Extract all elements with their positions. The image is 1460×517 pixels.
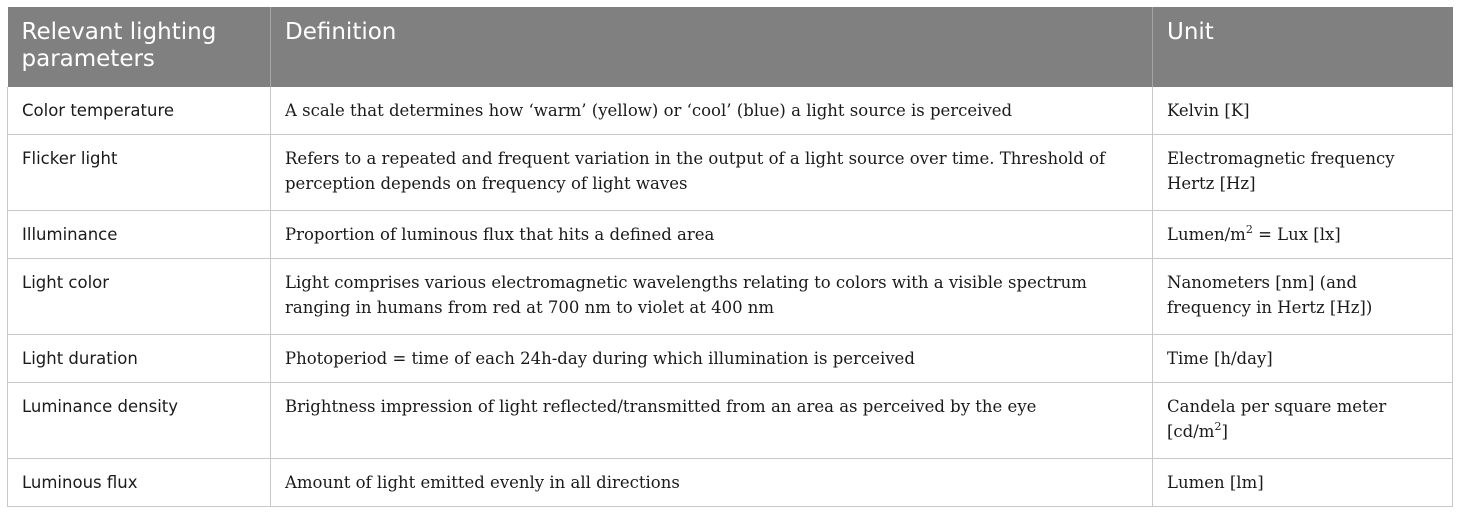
cell-definition: Brightness impression of light reflected/transmitted from an area as perceived by the eye: [271, 383, 1153, 459]
table-row: [8, 383, 1453, 459]
cell-definition: Light comprises various electromagnetic wavelengths relating to colors with a visible spectrum ranging in humans from red at 700 nm to violet at 400 nm: [271, 259, 1153, 335]
unit-text: Candela per square meter [cd/m: [1167, 397, 1387, 441]
unit-text: Lumen/m: [1167, 225, 1246, 244]
header-unit: Unit: [1153, 7, 1453, 87]
cell-unit: Time [h/day]: [1153, 335, 1453, 383]
unit-superscript: 2: [1214, 419, 1222, 433]
header-parameter: Relevant lighting parameters: [8, 7, 271, 87]
unit-superscript: 2: [1245, 222, 1253, 236]
cell-definition: Proportion of luminous flux that hits a defined area: [271, 211, 1153, 259]
cell-unit: Nanometers [nm] (and frequency in Hertz [Hz]): [1153, 259, 1453, 335]
unit-text: = Lux [lx]: [1252, 225, 1341, 244]
cell-definition: Refers to a repeated and frequent variation in the output of a light source over time. Threshold of perception depends on frequency of light waves: [271, 135, 1153, 211]
cell-parameter: Flicker light: [8, 135, 271, 211]
cell-parameter: Luminous flux: [8, 459, 271, 507]
cell-parameter: Illuminance: [8, 211, 271, 259]
table-row: [8, 335, 1453, 383]
cell-parameter: Light duration: [8, 335, 271, 383]
table-row: [8, 259, 1453, 335]
cell-parameter: Color temperature: [8, 87, 271, 135]
table-body: [8, 87, 1453, 507]
cell-definition: Amount of light emitted evenly in all directions: [271, 459, 1153, 507]
cell-parameter: Luminance density: [8, 383, 271, 459]
cell-unit: [1153, 211, 1453, 259]
cell-definition: Photoperiod = time of each 24h-day during which illumination is perceived: [271, 335, 1153, 383]
cell-unit: Lumen [lm]: [1153, 459, 1453, 507]
cell-unit: Kelvin [K]: [1153, 87, 1453, 135]
cell-unit: Electromagnetic frequency Hertz [Hz]: [1153, 135, 1453, 211]
header-row: [8, 7, 1453, 87]
table-row: [8, 211, 1453, 259]
cell-parameter: Light color: [8, 259, 271, 335]
table-row: [8, 87, 1453, 135]
table-header: [8, 7, 1453, 87]
header-definition: Definition: [271, 7, 1153, 87]
cell-unit: [1153, 383, 1453, 459]
table-row: [8, 459, 1453, 507]
cell-definition: A scale that determines how ‘warm’ (yellow) or ‘cool’ (blue) a light source is perceived: [271, 87, 1153, 135]
lighting-parameters-table: [7, 7, 1453, 507]
table-row: [8, 135, 1453, 211]
lighting-parameters-table-container: [7, 7, 1452, 507]
unit-text: ]: [1221, 422, 1228, 441]
